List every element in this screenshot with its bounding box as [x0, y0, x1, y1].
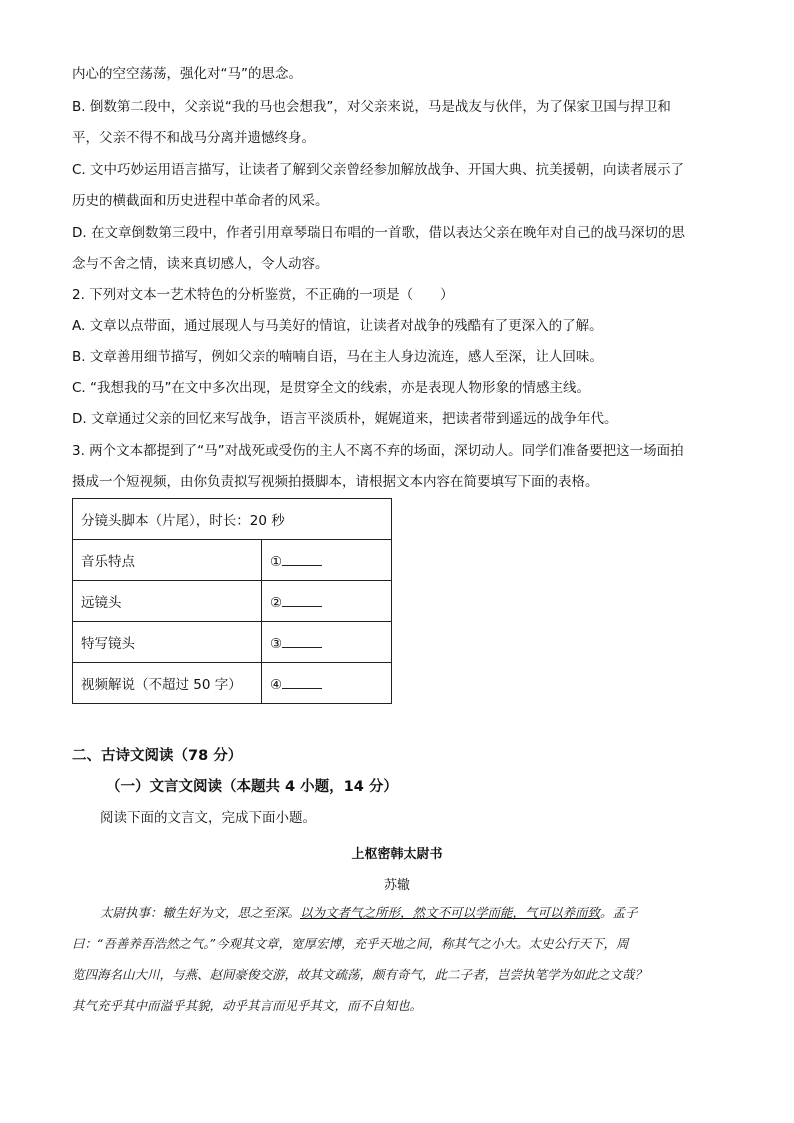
- row-label: 远镜头: [73, 581, 262, 622]
- question-2-option-c: C. “我想我的马”在文中多次出现，是贯穿全文的线索，亦是表现人物形象的情感主线。: [72, 380, 590, 396]
- question-2-stem: 2. 下列对文本一艺术特色的分析鉴赏，不正确的一项是（ ）: [72, 287, 454, 303]
- option-b-line1: B. 倒数第二段中，父亲说“我的马也会想我”，对父亲来说，马是战友与伙伴，为了保家卫国与捍卫和: [72, 99, 671, 115]
- subsection-heading: （一）文言文阅读（本题共 4 小题，14 分）: [106, 779, 398, 795]
- option-c-line2: 历史的横截面和历史进程中革命者的风采。: [72, 193, 329, 209]
- answer-cell[interactable]: [262, 540, 392, 581]
- question-3-line2: 摄成一个短视频，由你负责拟写视频拍摄脚本，请根据文本内容在简要填写下面的表格。: [72, 474, 599, 490]
- answer-mark: ③: [270, 635, 283, 652]
- row-label: 视频解说（不超过 50 字）: [73, 663, 262, 704]
- passage-author: 苏辙: [383, 878, 410, 893]
- answer-cell[interactable]: [262, 622, 392, 663]
- answer-blank[interactable]: [282, 551, 322, 566]
- option-c-line1: C. 文中巧妙运用语言描写，让读者了解到父亲曾经参加解放战争、开国大典、抗美援朝，向读者展示了: [72, 162, 685, 178]
- row-label: 特写镜头: [73, 622, 262, 663]
- passage-line3: 览四海名山大川，与燕、赵间豪俊交游，故其文疏荡，颇有奇气，此二子者，岂尝执笔学为如此之文哉？: [72, 967, 648, 982]
- answer-mark: ④: [270, 676, 283, 693]
- question-2-option-a: A. 文章以点带面，通过展现人与马美好的情谊，让读者对战争的残酷有了更深入的了解。: [72, 318, 603, 334]
- answer-mark: ②: [270, 594, 283, 611]
- question-2-option-d: D. 文章通过父亲的回忆来写战争，语言平淡质朴，娓娓道来，把读者带到遥远的战争年代。: [72, 411, 618, 427]
- section-heading: 二、古诗文阅读（78 分）: [72, 748, 243, 764]
- passage-line2: 曰：“吾善养吾浩然之气。”今观其文章，宽厚宏博，充乎天地之间，称其气之小大。太史公行天下，周: [72, 936, 629, 951]
- row-label: 音乐特点: [73, 540, 262, 581]
- video-script-table: [72, 498, 392, 704]
- passage-line1: [100, 903, 760, 923]
- passage-title: 上枢密韩太尉书: [351, 847, 443, 862]
- answer-mark: ①: [270, 553, 283, 570]
- option-d-line2: 念与不舍之情，读来真切感人，令人动容。: [72, 256, 329, 272]
- option-d-line1: D. 在文章倒数第三段中，作者引用章琴瑞日布唱的一首歌，借以表达父亲在晚年对自己的战马深切的思: [72, 225, 685, 241]
- underlined-sentence: 以为文者气之所形，然文不可以学而能，气可以养而致: [300, 905, 601, 920]
- table-row: [73, 581, 392, 622]
- passage-line4: 其气充乎其中而溢乎其貌，动乎其言而见乎其文，而不自知也。: [72, 998, 423, 1013]
- answer-cell[interactable]: [262, 581, 392, 622]
- table-header-cell: 分镜头脚本（片尾），时长：20 秒: [73, 499, 392, 540]
- answer-blank[interactable]: [282, 633, 322, 648]
- answer-cell[interactable]: [262, 663, 392, 704]
- option-a-continued: 内心的空空荡荡，强化对“马”的思念。: [72, 66, 302, 82]
- table-row: [73, 622, 392, 663]
- reading-instruction: 阅读下面的文言文，完成下面小题。: [100, 810, 316, 826]
- table-row: [73, 540, 392, 581]
- passage-text: 。孟子: [600, 905, 638, 920]
- answer-blank[interactable]: [282, 674, 322, 689]
- table-header-row: [73, 499, 392, 540]
- table-row: [73, 663, 392, 704]
- option-b-line2: 平，父亲不得不和战马分离并遗憾终身。: [72, 130, 315, 146]
- passage-text: 太尉执事：辙生好为文，思之至深。: [100, 905, 301, 920]
- question-2-option-b: B. 文章善用细节描写，例如父亲的喃喃自语，马在主人身边流连，感人至深，让人回味。: [72, 349, 603, 365]
- answer-blank[interactable]: [282, 592, 322, 607]
- question-3-line1: 3. 两个文本都提到了“马”对战死或受伤的主人不离不弃的场面，深切动人。同学们准备要把这一场面拍: [72, 443, 684, 459]
